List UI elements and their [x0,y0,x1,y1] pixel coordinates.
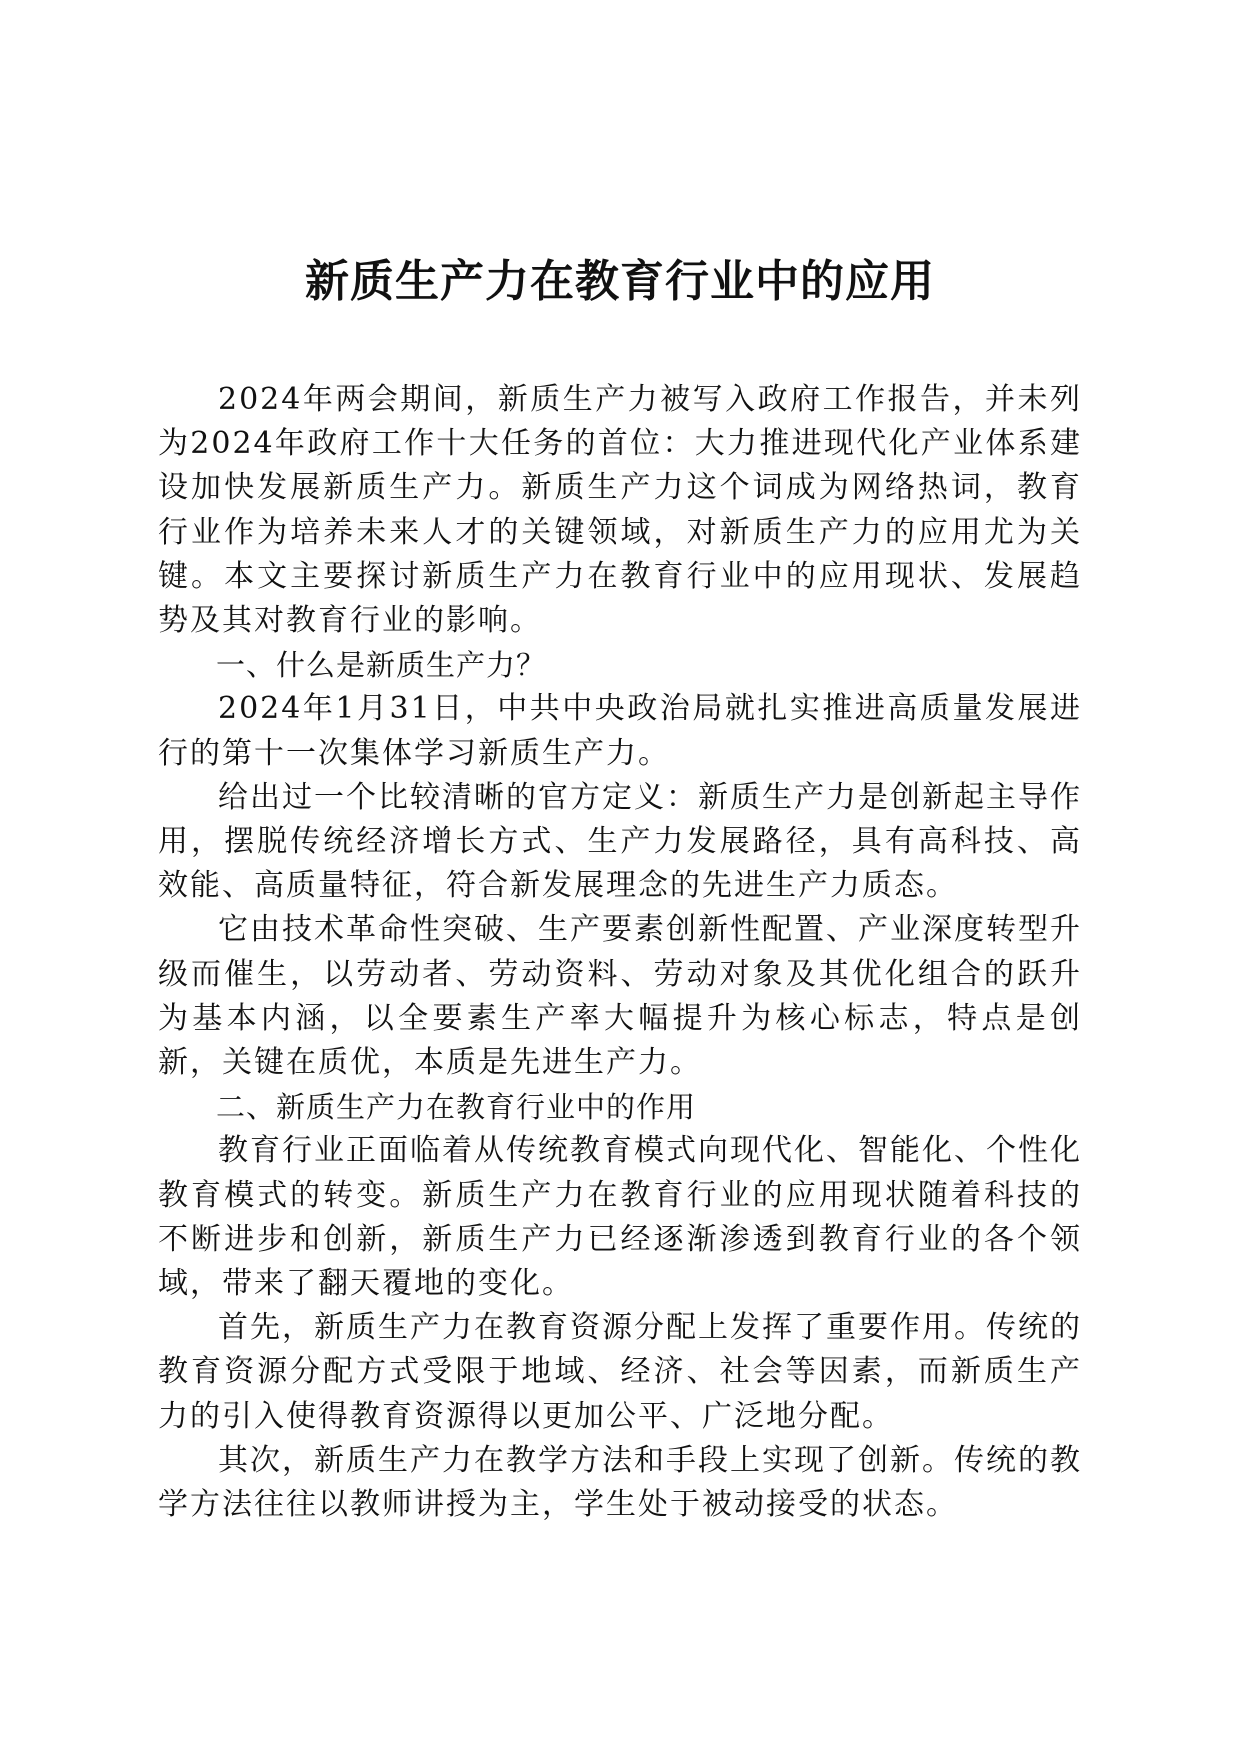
document-title: 新质生产力在教育行业中的应用 [305,256,935,307]
section2-paragraph: 首先，新质生产力在教育资源分配上发挥了重要作用。传统的教育资源分配方式受限于地域、经济、社会等因素，而新质生产力的引入使得教育资源得以更加公平、广泛地分配。 [158,1310,1082,1434]
intro-paragraph: 2024年两会期间，新质生产力被写入政府工作报告，并未列为2024年政府工作十大任务的首位：大力推进现代化产业体系建设加快发展新质生产力。新质生产力这个词成为网络热词，教育行业作为培养未来人才的关键领域，对新质生产力的应用尤为关键。本文主要探讨新质生产力在教育行业中的应用现状、发展趋势及其对教育行业的影响。 [158,382,1082,639]
section-heading-1: 一、什么是新质生产力？ [216,648,547,683]
document-body [158,378,1082,1527]
section2-paragraph: 其次，新质生产力在教学方法和手段上实现了创新。传统的教学方法往往以教师讲授为主，学生处于被动接受的状态。 [158,1442,1082,1523]
section2-paragraph: 教育行业正面临着从传统教育模式向现代化、智能化、个性化教育模式的转变。新质生产力在教育行业的应用现状随着科技的不断进步和创新，新质生产力已经逐渐渗透到教育行业的各个领域，带来了翻天覆地的变化。 [158,1133,1082,1302]
section1-paragraph: 它由技术革命性突破、生产要素创新性配置、产业深度转型升级而催生，以劳动者、劳动资料、劳动对象及其优化组合的跃升为基本内涵，以全要素生产率大幅提升为核心标志，特点是创新，关键在质优，本质是先进生产力。 [158,912,1082,1081]
section1-paragraph: 2024年1月31日，中共中央政治局就扎实推进高质量发展进行的第十一次集体学习新质生产力。 [158,691,1082,771]
section-heading-2: 二、新质生产力在教育行业中的作用 [216,1090,697,1125]
section1-paragraph: 给出过一个比较清晰的官方定义：新质生产力是创新起主导作用，摆脱传统经济增长方式、生产力发展路径，具有高科技、高效能、高质量特征，符合新发展理念的先进生产力质态。 [158,779,1082,904]
